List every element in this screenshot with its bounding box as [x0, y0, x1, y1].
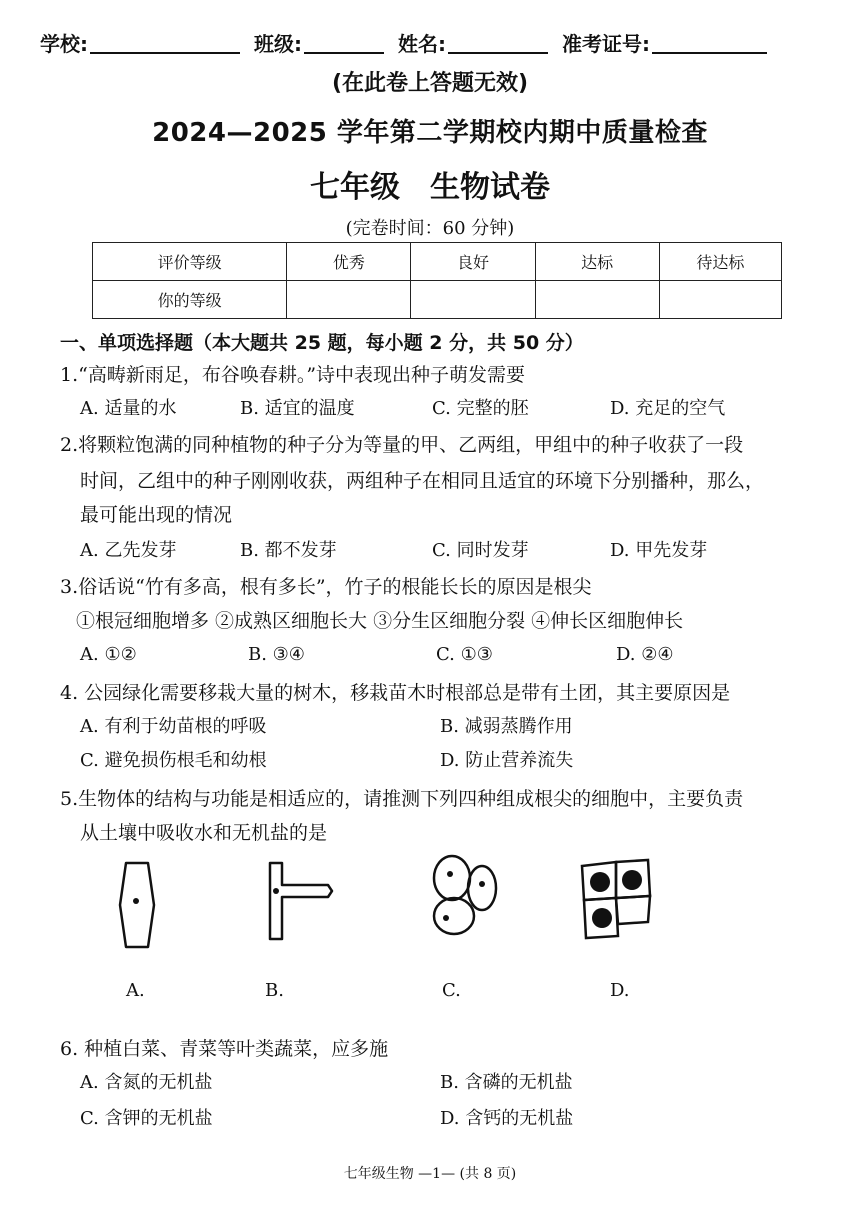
- exam-id-label: 准考证号:: [562, 32, 650, 56]
- option[interactable]: B. 含磷的无机盐: [440, 1072, 573, 1093]
- class-label: 班级:: [254, 32, 302, 56]
- grade-header-cell: 待达标: [659, 243, 781, 281]
- option[interactable]: D. 防止营养流失: [440, 750, 574, 771]
- grade-header-cell: 达标: [535, 243, 659, 281]
- page-footer: 七年级生物 —1— (共 8 页): [343, 1166, 517, 1182]
- grade-header-cell: 优秀: [287, 243, 411, 281]
- question-options: [80, 644, 674, 665]
- question-stem: 3.俗话说“竹有多高，根有多长”，竹子的根能长长的原因是根尖: [60, 576, 592, 598]
- name-label: 姓名:: [398, 32, 446, 56]
- option[interactable]: C. 含钾的无机盐: [80, 1108, 213, 1129]
- question-statements: ①根冠细胞增多 ②成熟区细胞长大 ③分生区细胞分裂 ④伸长区细胞伸长: [76, 610, 684, 632]
- option[interactable]: B. 适宜的温度: [240, 398, 355, 419]
- grade-cell[interactable]: [411, 281, 535, 319]
- cell-nucleus: [590, 872, 610, 892]
- figure-label[interactable]: B.: [265, 980, 284, 1001]
- grade-cell[interactable]: [659, 281, 781, 319]
- rounded-cells-figure[interactable]: [424, 850, 504, 940]
- option[interactable]: C. 同时发芽: [432, 540, 529, 561]
- option[interactable]: D. 含钙的无机盐: [440, 1108, 574, 1129]
- option[interactable]: D. 充足的空气: [610, 398, 726, 419]
- option[interactable]: D. 甲先发芽: [610, 540, 708, 561]
- cell-nucleus: [447, 871, 453, 877]
- question-options: [80, 536, 707, 562]
- option[interactable]: A. 有利于幼苗根的呼吸: [80, 716, 267, 737]
- grade-header-cell: 评价等级: [93, 243, 287, 281]
- grade-table: [92, 242, 782, 319]
- option[interactable]: A. 乙先发芽: [80, 540, 177, 561]
- cell-outline: [120, 863, 154, 947]
- school-blank[interactable]: [90, 32, 240, 54]
- question-stem-line: 5.生物体的结构与功能是相适应的，请推测下列四种组成根尖的细胞中，主要负责: [60, 788, 744, 810]
- question-stem-line: 时间，乙组中的种子刚刚收获，两组种子在相同且适宜的环境下分别播种，那么，: [80, 470, 765, 492]
- option[interactable]: C. ①③: [436, 644, 493, 665]
- question-stem-line: 最可能出现的情况: [80, 504, 233, 526]
- question-options: [80, 746, 573, 772]
- cell-outline: [434, 856, 470, 900]
- answer-invalid-note: (在此卷上答题无效): [331, 71, 529, 96]
- grade-row-label: 你的等级: [93, 281, 287, 319]
- question-options: [80, 394, 725, 420]
- cell-nucleus: [479, 881, 485, 887]
- exam-subtitle: 七年级 生物试卷: [310, 170, 550, 205]
- option[interactable]: A. 含氮的无机盐: [80, 1072, 213, 1093]
- grade-cell[interactable]: [287, 281, 411, 319]
- grade-header-cell: 良好: [411, 243, 535, 281]
- section-title: 一、单项选择题（本大题共 25 题，每小题 2 分，共 50 分）: [60, 332, 584, 354]
- question-stem: 1.“高畴新雨足，布谷唤春耕。”诗中表现出种子萌发需要: [60, 364, 526, 386]
- class-blank[interactable]: [304, 32, 384, 54]
- question-options: [80, 712, 573, 738]
- name-blank[interactable]: [448, 32, 548, 54]
- option[interactable]: C. 完整的胚: [432, 398, 529, 419]
- option[interactable]: C. 避免损伤根毛和幼根: [80, 750, 267, 771]
- dense-cells-figure[interactable]: [576, 852, 656, 942]
- cell-outline: [616, 896, 650, 924]
- school-field[interactable]: [40, 28, 254, 57]
- root-hair-cell-figure[interactable]: [258, 855, 338, 945]
- question-options: [80, 1104, 573, 1130]
- cell-nucleus: [443, 915, 449, 921]
- figure-label[interactable]: C.: [442, 980, 461, 1001]
- cell-outline: [434, 898, 474, 934]
- exam-title: 2024—2025 学年第二学期校内期中质量检查: [152, 118, 708, 148]
- class-field[interactable]: [254, 28, 398, 57]
- school-label: 学校:: [40, 32, 88, 56]
- question-stem-line: 2.将颗粒饱满的同种植物的种子分为等量的甲、乙两组，甲组中的种子收获了一段: [60, 434, 744, 456]
- question-stem: 4. 公园绿化需要移栽大量的树木，移栽苗木时根部总是带有土团，其主要原因是: [60, 682, 731, 704]
- grade-table-row: [93, 281, 782, 319]
- option[interactable]: B. 减弱蒸腾作用: [440, 716, 573, 737]
- cell-nucleus: [622, 870, 642, 890]
- exam-id-blank[interactable]: [652, 32, 767, 54]
- exam-id-field[interactable]: [562, 28, 767, 57]
- grade-cell[interactable]: [535, 281, 659, 319]
- option[interactable]: D. ②④: [616, 644, 674, 665]
- exam-time: (完卷时间：60 分钟): [345, 218, 515, 239]
- spindle-cell-figure[interactable]: [112, 855, 162, 955]
- option[interactable]: B. ③④: [248, 644, 305, 665]
- question-options: [80, 1068, 573, 1094]
- figure-label[interactable]: A.: [126, 980, 145, 1001]
- cell-outline: [468, 866, 496, 910]
- option[interactable]: A. 适量的水: [80, 398, 177, 419]
- name-field[interactable]: [398, 28, 562, 57]
- cell-nucleus: [273, 888, 279, 894]
- option[interactable]: A. ①②: [80, 644, 137, 665]
- grade-table-header-row: [93, 243, 782, 281]
- cell-nucleus: [133, 898, 139, 904]
- figure-label[interactable]: D.: [610, 980, 630, 1001]
- student-info-row: [40, 28, 820, 57]
- question-stem-line: 从土壤中吸收水和无机盐的是: [80, 822, 328, 844]
- question-stem: 6. 种植白菜、青菜等叶类蔬菜，应多施: [60, 1038, 389, 1060]
- cell-nucleus: [592, 908, 612, 928]
- cell-outline: [270, 863, 332, 939]
- option[interactable]: B. 都不发芽: [240, 540, 337, 561]
